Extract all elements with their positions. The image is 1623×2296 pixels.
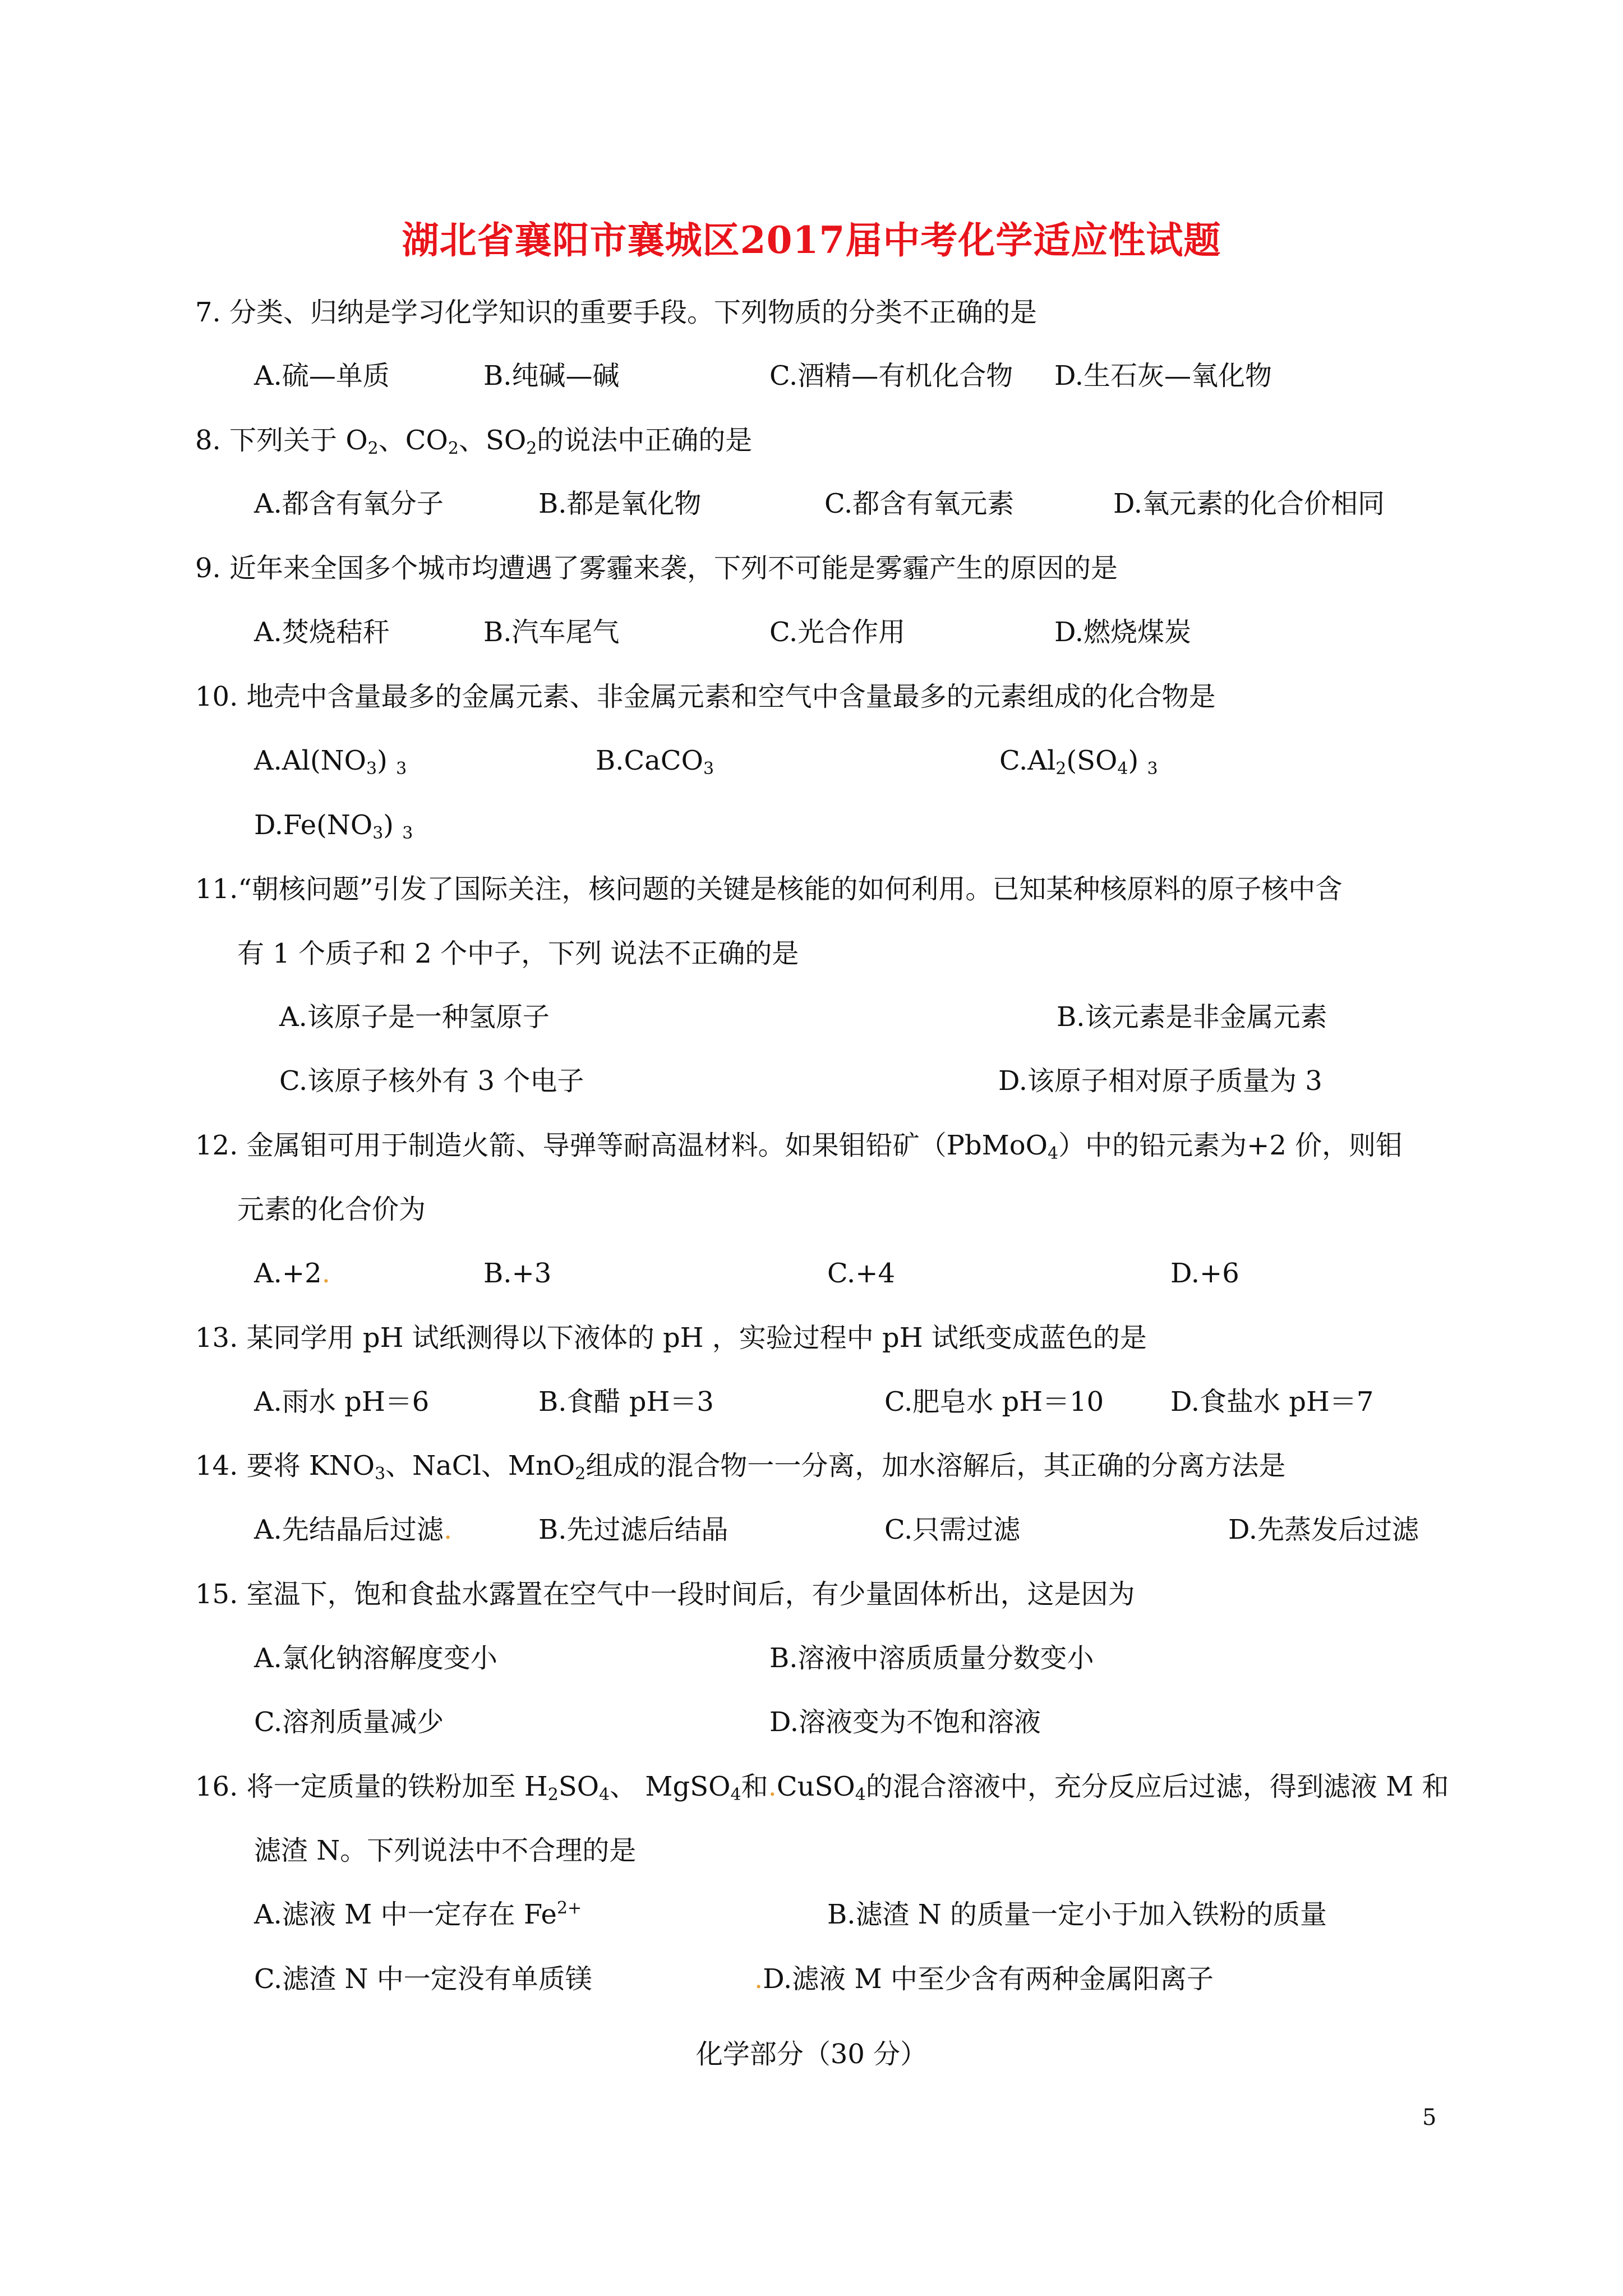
question-9-option-a: A.焚烧秸秆 <box>254 616 390 648</box>
question-13-stem: 13. 某同学用 pH 试纸测得以下液体的 pH ，实验过程中 pH 试纸变成蓝色的是 <box>195 1322 1147 1354</box>
question-10-stem: 10. 地壳中含量最多的金属元素、非金属元素和空气中含量最多的元素组成的化合物是 <box>195 681 1216 712</box>
question-12-option-d: D.+6 <box>1170 1258 1239 1289</box>
question-10-option-a: $A.Al(NO_3)$ $_3$ <box>254 745 407 779</box>
question-11-option-a: A.该原子是一种氢原子 <box>279 1001 550 1033</box>
question-13-option-c: C.肥皂水 pH＝10 <box>884 1386 1104 1418</box>
question-12-option-c: C.+4 <box>827 1258 896 1289</box>
page-number: 5 <box>1422 2105 1437 2131</box>
marker-dot: . <box>768 1771 777 1802</box>
question-7-option-b: B.纯碱—碱 <box>483 360 620 392</box>
question-11-option-b: B.该元素是非金属元素 <box>1057 1001 1327 1033</box>
question-14-stem: 14. 要将 $KNO_3$、NaCl、MnO$_2$组成的混合物一一分离，加水溶解后，其正确的分离方法是 <box>195 1450 1286 1484</box>
question-12-option-a: A.+2. <box>254 1258 330 1289</box>
question-8-stem: 8. 下列关于 $O_2$、$CO_2$、$SO_2$的说法中正确的是 <box>195 425 753 458</box>
question-16-stem-line-1: 16. 将一定质量的铁粉加至 $H_2SO_4$、 MgSO$_4$和.CuSO$_4$的混合溶液中，充分反应后过滤，得到滤液 M 和 <box>195 1771 1449 1805</box>
question-9-option-d: D.燃烧煤炭 <box>1054 616 1192 648</box>
question-14-option-c: C.只需过滤 <box>884 1514 1021 1545</box>
question-11-stem-line-2: 有 1 个质子和 2 个中子，下列 说法不正确的是 <box>237 938 799 969</box>
question-10-option-d: $D.Fe(NO_3)$ $_3$ <box>254 809 413 843</box>
section-footer: 化学部分（30 分） <box>695 2039 928 2070</box>
question-14-option-d: D.先蒸发后过滤 <box>1228 1514 1419 1545</box>
question-12-option-b: B.+3 <box>483 1258 552 1289</box>
marker-dot: . <box>754 1963 763 1995</box>
question-7-option-a: A.硫—单质 <box>254 360 390 392</box>
question-7-stem: 7. 分类、归纳是学习化学知识的重要手段。下列物质的分类不正确的是 <box>195 297 1038 328</box>
question-8-option-d: D.氧元素的化合价相同 <box>1113 488 1385 519</box>
question-11-option-c: C.该原子核外有 3 个电子 <box>279 1065 584 1097</box>
question-8-option-a: A.都含有氧分子 <box>254 488 444 519</box>
question-12-stem-line-1: 12. 金属钼可用于制造火箭、导弹等耐高温材料。如果钼铅矿（PbMoO$_4$）中的铅元素为+2 价，则钼 <box>195 1130 1403 1163</box>
question-16-option-a: A.滤液 M 中一定存在 $Fe^{2+}$ <box>254 1898 582 1930</box>
marker-dot: . <box>321 1258 330 1289</box>
question-16-option-c: C.滤渣 N 中一定没有单质镁 <box>254 1963 592 1995</box>
question-15-option-d: D.溶液变为不饱和溶液 <box>769 1706 1041 1738</box>
question-10-option-c: $C.Al_2(SO_4)$ $_3$ <box>999 745 1158 779</box>
question-11-option-d: D.该原子相对原子质量为 3 <box>998 1065 1322 1097</box>
question-8-option-b: B.都是氧化物 <box>538 488 702 519</box>
question-11-stem-line-1: 11.“朝核问题”引发了国际关注，核问题的关键是核能的如何利用。已知某种核原料的原子核中含 <box>195 873 1343 905</box>
question-13-option-a: A.雨水 pH＝6 <box>254 1386 430 1418</box>
question-13-option-d: D.食盐水 pH＝7 <box>1170 1386 1374 1418</box>
question-7-option-c: C.酒精—有机化合物 <box>769 360 1013 392</box>
question-16-stem-line-2: 滤渣 N。下列说法中不合理的是 <box>254 1835 637 1866</box>
question-15-option-c: C.溶剂质量减少 <box>254 1706 444 1738</box>
question-12-stem-line-2: 元素的化合价为 <box>237 1194 426 1225</box>
question-9-option-b: B.汽车尾气 <box>483 616 620 648</box>
question-9-option-c: C.光合作用 <box>769 616 906 648</box>
question-16-option-b: B.滤渣 N 的质量一定小于加入铁粉的质量 <box>827 1899 1327 1930</box>
question-16-option-d: .D.滤液 M 中至少含有两种金属阳离子 <box>754 1963 1214 1995</box>
question-15-option-a: A.氯化钠溶解度变小 <box>254 1642 497 1674</box>
question-8-option-c: C.都含有氧元素 <box>824 488 1015 519</box>
question-15-option-b: B.溶液中溶质质量分数变小 <box>769 1642 1094 1674</box>
question-7-option-d: D.生石灰—氧化物 <box>1054 360 1272 392</box>
question-10-option-b: B.CaCO$_3$ <box>596 745 714 779</box>
page-title: 湖北省襄阳市襄城区2017届中考化学适应性试题 <box>402 218 1221 262</box>
marker-dot: . <box>443 1514 453 1545</box>
question-14-option-a: A.先结晶后过滤. <box>254 1514 453 1545</box>
question-14-option-b: B.先过滤后结晶 <box>538 1514 728 1545</box>
question-15-stem: 15. 室温下，饱和食盐水露置在空气中一段时间后，有少量固体析出，这是因为 <box>195 1579 1135 1610</box>
question-13-option-b: B.食醋 pH＝3 <box>538 1386 714 1418</box>
question-9-stem: 9. 近年来全国多个城市均遭遇了雾霾来袭，下列不可能是雾霾产生的原因的是 <box>195 553 1118 584</box>
